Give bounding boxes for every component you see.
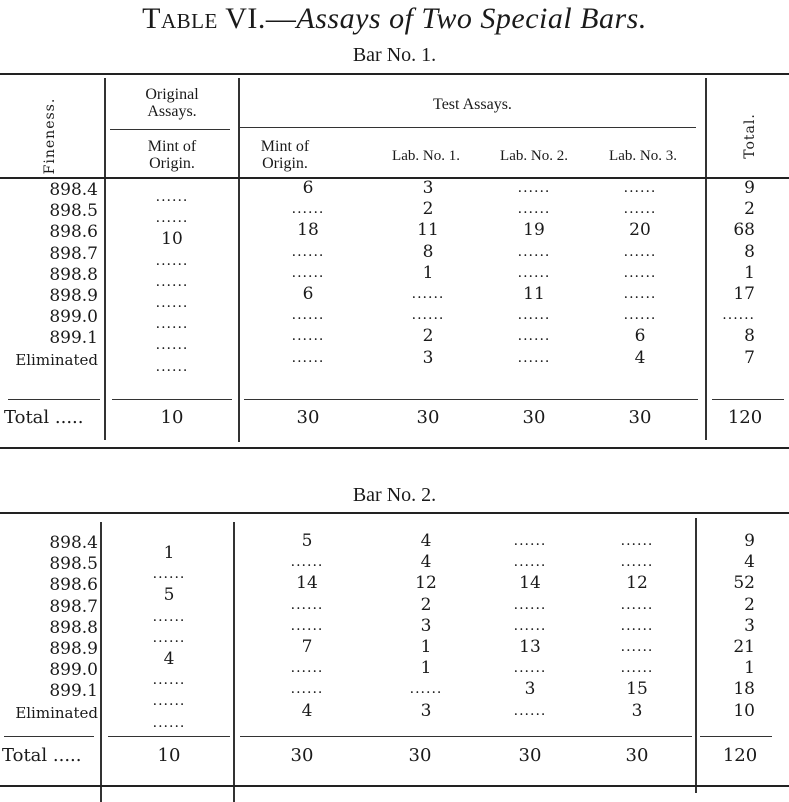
- cell: 20: [629, 220, 651, 241]
- cell: ......: [623, 264, 657, 281]
- cell: 2: [744, 199, 755, 220]
- bar-2-totals-rule: [240, 736, 692, 737]
- cell: 13: [519, 636, 541, 657]
- top-rule: [0, 73, 789, 75]
- table-title: [0, 2, 789, 36]
- cell: ......: [290, 681, 324, 698]
- header-test-mint-line2: Origin.: [262, 155, 308, 172]
- cell: ......: [155, 294, 189, 311]
- cell: ......: [513, 702, 547, 719]
- fineness-value: 898.9: [49, 638, 98, 659]
- header-original-assays: [106, 86, 238, 120]
- header-original-line2: Assays.: [147, 103, 197, 120]
- cell: ......: [517, 307, 551, 324]
- fineness-value-eliminated: Eliminated: [15, 350, 98, 369]
- cell: 3: [524, 679, 536, 700]
- bar-2-test-mint-column: [267, 531, 347, 722]
- cell: 10: [161, 229, 183, 250]
- cell: 1: [420, 658, 432, 679]
- bar-2-top-rule: [0, 512, 789, 514]
- bar-2-divider-total: [695, 518, 697, 793]
- cell: 12: [626, 573, 648, 594]
- cell: 2: [420, 594, 432, 615]
- cell: 3: [631, 700, 643, 721]
- cell: ......: [411, 307, 445, 324]
- bar-2-fineness-column: [0, 533, 98, 724]
- header-original-mint: [106, 138, 238, 172]
- fineness-value: 898.6: [49, 575, 98, 596]
- header-lab2: Lab. No. 2.: [500, 148, 568, 164]
- cell: 2: [422, 326, 434, 347]
- bar-2-label: Bar No. 2.: [352, 484, 437, 506]
- bar-1-total-lab3: 30: [628, 407, 652, 428]
- cell: 4: [420, 531, 432, 551]
- cell: 1: [422, 262, 434, 283]
- fineness-value: 898.8: [49, 264, 98, 285]
- cell: 8: [422, 241, 434, 262]
- cell: ......: [290, 660, 324, 677]
- cell: ......: [291, 349, 325, 366]
- bar-2-totals-rule: [700, 736, 772, 737]
- cell: 5: [301, 531, 313, 551]
- cell: 7: [744, 347, 755, 368]
- cell: ......: [517, 243, 551, 260]
- cell: 4: [634, 347, 646, 368]
- cell: 3: [422, 347, 434, 368]
- fineness-value: 898.5: [49, 201, 98, 222]
- bar-1-fineness-column: [0, 180, 98, 371]
- cell: ......: [155, 252, 189, 269]
- cell: ......: [620, 660, 654, 677]
- bar-2-divider-original: [233, 522, 235, 802]
- header-test-mint-line1: Mint of: [260, 138, 310, 155]
- fineness-value: 899.0: [49, 660, 98, 681]
- cell: ......: [155, 210, 189, 227]
- cell: ......: [152, 693, 186, 710]
- bar-1-original-mint-column: [106, 187, 238, 378]
- header-original-mint-line2: Origin.: [149, 155, 195, 172]
- bar-2-total-lab2: 30: [518, 745, 542, 766]
- fineness-value: 898.5: [49, 554, 98, 575]
- header-total: Total.: [742, 113, 758, 159]
- bar-1-total-test-mint: 30: [296, 407, 320, 428]
- cell: 10: [733, 700, 755, 721]
- cell: 11: [417, 220, 439, 241]
- cell: 3: [420, 615, 432, 636]
- header-lab3: Lab. No. 3.: [609, 148, 677, 164]
- bar-1-totals-rule: [712, 399, 784, 400]
- table-title-number: VI.—: [225, 2, 297, 35]
- cell: ......: [290, 596, 324, 613]
- cell: ......: [620, 533, 654, 549]
- cell: 9: [744, 531, 755, 551]
- cell: ......: [513, 660, 547, 677]
- cell: 14: [519, 573, 541, 594]
- cell: 3: [420, 700, 432, 721]
- cell: 8: [744, 241, 755, 262]
- cell: ......: [623, 201, 657, 218]
- cell: 3: [744, 615, 755, 636]
- bar-2-total-lab3: 30: [625, 745, 649, 766]
- bar-2-total-column: [715, 531, 755, 722]
- cell: 2: [422, 199, 434, 220]
- cell: ......: [290, 617, 324, 634]
- cell: 1: [420, 636, 432, 657]
- bar-1-lab1-column: [388, 178, 468, 369]
- cell: 3: [422, 178, 434, 198]
- cell: 8: [744, 326, 755, 347]
- cell: ......: [290, 554, 324, 571]
- cell: ......: [152, 714, 186, 731]
- cell: ......: [620, 638, 654, 655]
- cell: ......: [291, 328, 325, 345]
- bar-2-bottom-rule: [0, 785, 789, 787]
- fineness-value: 898.6: [49, 222, 98, 243]
- cell: 6: [634, 326, 646, 347]
- cell: ......: [517, 328, 551, 345]
- bar-1-lab3-column: [600, 178, 680, 369]
- bar-1-lab2-column: [494, 178, 574, 369]
- fineness-value: 898.7: [49, 596, 98, 617]
- bar-1-grand-total: 120: [727, 407, 763, 428]
- bar-2-totals-rule: [108, 736, 230, 737]
- cell: ......: [620, 617, 654, 634]
- header-test-rule: [240, 127, 696, 128]
- cell: ......: [513, 617, 547, 634]
- cell: ......: [513, 533, 547, 549]
- bar-2-total-test-mint: 30: [290, 745, 314, 766]
- cell: 17: [733, 283, 755, 304]
- header-test-assays: Test Assays.: [433, 96, 512, 113]
- header-lab1: Lab. No. 1.: [392, 148, 460, 164]
- fineness-value: 899.0: [49, 307, 98, 328]
- bar-2-totals-rule: [4, 736, 94, 737]
- cell: ......: [291, 307, 325, 324]
- cell: 68: [733, 220, 755, 241]
- cell: 1: [744, 658, 755, 679]
- cell: ......: [155, 337, 189, 354]
- cell: 6: [302, 283, 314, 304]
- cell: ......: [155, 189, 189, 205]
- fineness-value: 899.1: [49, 681, 98, 702]
- bar-1-total-original-mint: 10: [160, 407, 184, 428]
- cell: ......: [623, 285, 657, 302]
- fineness-value: 898.4: [49, 533, 98, 553]
- bar-2-lab1-column: [386, 531, 466, 722]
- cell: ......: [152, 608, 186, 625]
- bar-1-bottom-rule: [0, 447, 789, 449]
- bar-1-total-label: Total .....: [4, 407, 84, 428]
- cell: ......: [152, 566, 186, 583]
- cell: ......: [291, 243, 325, 260]
- cell: ......: [155, 358, 189, 375]
- fineness-value: 898.8: [49, 617, 98, 638]
- cell: 12: [415, 573, 437, 594]
- cell: 6: [302, 178, 314, 198]
- cell: 4: [163, 648, 175, 669]
- cell: ......: [155, 316, 189, 333]
- cell: ......: [623, 307, 657, 324]
- fineness-value: 898.9: [49, 285, 98, 306]
- cell: ......: [409, 681, 443, 698]
- cell: 1: [163, 543, 175, 563]
- bar-1-test-mint-column: [268, 178, 348, 369]
- cell: 15: [626, 679, 648, 700]
- divider-original: [238, 78, 240, 442]
- cell: 5: [163, 585, 175, 606]
- fineness-value: 898.7: [49, 243, 98, 264]
- fineness-value: 898.4: [49, 180, 98, 200]
- cell: ......: [513, 554, 547, 571]
- header-original-mint-line1: Mint of: [147, 138, 197, 155]
- cell: 2: [744, 594, 755, 615]
- table-title-caption: Assays of Two Special Bars.: [296, 2, 647, 35]
- cell: ......: [620, 554, 654, 571]
- cell: ......: [291, 201, 325, 218]
- cell: ......: [517, 264, 551, 281]
- cell: 21: [733, 636, 755, 657]
- cell: ......: [513, 596, 547, 613]
- cell: 7: [301, 636, 313, 657]
- cell: 9: [744, 178, 755, 198]
- cell: ......: [620, 596, 654, 613]
- bar-1-totals-rule: [112, 399, 232, 400]
- bar-2-original-mint-column: [106, 543, 232, 734]
- cell: 1: [744, 262, 755, 283]
- cell: 52: [733, 573, 755, 594]
- cell: ......: [722, 307, 755, 324]
- cell: ......: [152, 672, 186, 689]
- cell: ......: [517, 201, 551, 218]
- header-original-rule: [110, 129, 230, 130]
- header-fineness: Fineness.: [42, 97, 58, 175]
- cell: ......: [291, 264, 325, 281]
- bar-1-totals-rule: [8, 399, 100, 400]
- bar-2-grand-total: 120: [722, 745, 758, 766]
- cell: 18: [297, 220, 319, 241]
- bar-2-total-label: Total .....: [2, 745, 82, 766]
- bar-1-total-column: [715, 178, 755, 369]
- cell: 18: [733, 679, 755, 700]
- cell: ......: [152, 629, 186, 646]
- cell: 4: [420, 552, 432, 573]
- cell: ......: [623, 180, 657, 196]
- bar-1-label: Bar No. 1.: [352, 44, 437, 66]
- bar-2-total-original-mint: 10: [157, 745, 181, 766]
- header-test-mint: [245, 138, 325, 172]
- bar-2-lab3-column: [597, 531, 677, 722]
- bar-1-total-lab1: 30: [416, 407, 440, 428]
- cell: ......: [517, 180, 551, 196]
- cell: ......: [623, 243, 657, 260]
- cell: ......: [411, 285, 445, 302]
- cell: 19: [523, 220, 545, 241]
- divider-total: [705, 78, 707, 440]
- bar-2-lab2-column: [490, 531, 570, 722]
- bar-2-total-lab1: 30: [408, 745, 432, 766]
- cell: 4: [301, 700, 313, 721]
- bar-1-total-lab2: 30: [522, 407, 546, 428]
- cell: ......: [517, 349, 551, 366]
- fineness-value-eliminated: Eliminated: [15, 703, 98, 722]
- bar-1-totals-rule: [244, 399, 698, 400]
- cell: ......: [155, 273, 189, 290]
- cell: 4: [744, 552, 755, 573]
- cell: 11: [523, 283, 545, 304]
- table-title-prefix: Table: [142, 2, 218, 35]
- header-original-line1: Original: [145, 86, 199, 103]
- fineness-value: 899.1: [49, 328, 98, 349]
- cell: 14: [296, 573, 318, 594]
